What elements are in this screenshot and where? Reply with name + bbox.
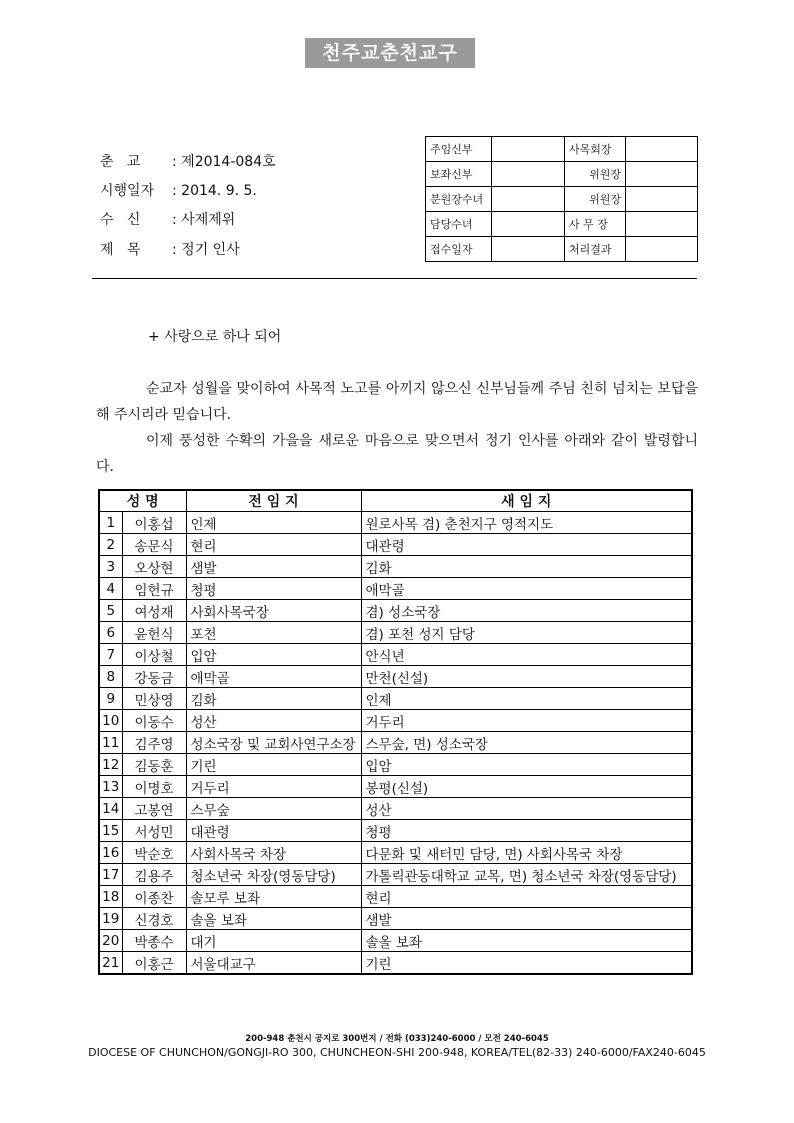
approval-cell: 위원장 xyxy=(565,162,626,187)
approval-cell: 보좌신부 xyxy=(426,162,492,187)
row-number: 19 xyxy=(99,908,122,930)
row-new-post: 만천(신설) xyxy=(361,666,692,688)
row-previous-post: 스무숲 xyxy=(186,798,361,820)
row-new-post: 인제 xyxy=(361,688,692,710)
row-previous-post: 입암 xyxy=(186,644,361,666)
row-new-post: 안식년 xyxy=(361,644,692,666)
table-row xyxy=(99,908,692,930)
header-name: 성 명 xyxy=(99,490,186,512)
row-previous-post: 샘발 xyxy=(186,556,361,578)
row-name: 민상영 xyxy=(122,688,186,710)
row-name: 이명호 xyxy=(122,776,186,798)
row-number: 3 xyxy=(99,556,122,578)
row-name: 여성재 xyxy=(122,600,186,622)
row-previous-post: 사회사목국 차장 xyxy=(186,842,361,864)
row-previous-post: 대기 xyxy=(186,930,361,952)
row-previous-post: 사회사목국장 xyxy=(186,600,361,622)
footer-english-address: DIOCESE OF CHUNCHON/GONGJI-RO 300, CHUNCHEON-SHI 200-948, KOREA/TEL(82-33) 240-6000/FAX240-6045 xyxy=(88,1046,706,1059)
header-new: 새 임 지 xyxy=(361,490,692,512)
row-new-post: 김화 xyxy=(361,556,692,578)
greeting: + 사랑으로 하나 되어 xyxy=(148,329,282,345)
row-number: 8 xyxy=(99,666,122,688)
row-new-post: 가톨릭관동대학교 교목, 면) 청소년국 차장(영동담당) xyxy=(361,864,692,886)
approval-cell xyxy=(492,162,565,187)
approval-cell xyxy=(626,187,698,212)
footer-korean-address: 200-948 춘천시 공지로 300번지 / 전화 (033)240-6000 / 모전 240-6045 xyxy=(245,1034,549,1044)
row-new-post: 다문화 및 새터민 담당, 면) 사회사목국 차장 xyxy=(361,842,692,864)
row-number: 12 xyxy=(99,754,122,776)
approval-cell: 위원장 xyxy=(565,187,626,212)
table-row xyxy=(99,798,692,820)
approval-cell: 담당수녀 xyxy=(426,212,492,237)
row-new-post: 기린 xyxy=(361,952,692,975)
meta-row-subject: 제 목 : 정기 인사 xyxy=(100,239,240,259)
row-previous-post: 대관령 xyxy=(186,820,361,842)
approval-row xyxy=(426,212,698,237)
approval-cell: 분원장수녀 xyxy=(426,187,492,212)
approval-cell xyxy=(626,162,698,187)
table-row xyxy=(99,512,692,534)
table-row xyxy=(99,930,692,952)
row-name: 송문식 xyxy=(122,534,186,556)
table-row xyxy=(99,820,692,842)
approval-row xyxy=(426,237,698,262)
table-header-row xyxy=(99,490,692,512)
table-row xyxy=(99,886,692,908)
row-new-post: 원로사목 겸) 춘천지구 영적지도 xyxy=(361,512,692,534)
approval-cell: 사 무 장 xyxy=(565,212,626,237)
row-name: 임헌규 xyxy=(122,578,186,600)
header-divider xyxy=(92,278,697,279)
meta-value: 제2014-084호 xyxy=(181,154,276,170)
row-previous-post: 청소년국 차장(영동담당) xyxy=(186,864,361,886)
meta-value: 사제제위 xyxy=(181,212,236,228)
row-number: 6 xyxy=(99,622,122,644)
meta-label: 수 신 xyxy=(100,212,141,228)
row-number: 7 xyxy=(99,644,122,666)
table-row xyxy=(99,688,692,710)
row-new-post: 봉평(신설) xyxy=(361,776,692,798)
table-row xyxy=(99,776,692,798)
row-name: 이종찬 xyxy=(122,886,186,908)
row-name: 김동훈 xyxy=(122,754,186,776)
row-new-post: 성산 xyxy=(361,798,692,820)
row-number: 16 xyxy=(99,842,122,864)
row-new-post: 대관령 xyxy=(361,534,692,556)
approval-row xyxy=(426,187,698,212)
row-previous-post: 서울대교구 xyxy=(186,952,361,975)
approval-cell: 사목회장 xyxy=(565,137,626,162)
row-number: 14 xyxy=(99,798,122,820)
paragraph-2: 이제 풍성한 수확의 가을을 새로운 마음으로 맞으면서 정기 인사를 아래와 같이 발령합니다. xyxy=(96,433,698,475)
row-previous-post: 성소국장 및 교회사연구소장 xyxy=(186,732,361,754)
row-previous-post: 애막골 xyxy=(186,666,361,688)
table-row xyxy=(99,622,692,644)
row-new-post: 거두리 xyxy=(361,710,692,732)
assignment-table xyxy=(98,489,693,975)
diocese-title: 천주교춘천교구 xyxy=(305,38,475,68)
approval-cell xyxy=(492,137,565,162)
row-new-post: 솔올 보좌 xyxy=(361,930,692,952)
row-number: 5 xyxy=(99,600,122,622)
row-previous-post: 청평 xyxy=(186,578,361,600)
table-row xyxy=(99,842,692,864)
row-new-post: 겸) 성소국장 xyxy=(361,600,692,622)
approval-cell xyxy=(492,187,565,212)
row-new-post: 애막골 xyxy=(361,578,692,600)
header-previous: 전 임 지 xyxy=(186,490,361,512)
table-row xyxy=(99,578,692,600)
meta-label: 시행일자 xyxy=(100,183,155,199)
approval-cell xyxy=(492,237,565,262)
table-row xyxy=(99,952,692,975)
row-previous-post: 성산 xyxy=(186,710,361,732)
paragraph-1: 순교자 성월을 맞이하여 사목적 노고를 아끼지 않으신 신부님들께 주님 친히 넘치는 보답을 해 주시리라 믿습니다. xyxy=(96,381,698,423)
meta-row-date: 시행일자 : 2014. 9. 5. xyxy=(100,180,257,200)
row-name: 박순호 xyxy=(122,842,186,864)
row-name: 신경호 xyxy=(122,908,186,930)
row-new-post: 현리 xyxy=(361,886,692,908)
meta-label: 제 목 xyxy=(100,242,141,258)
approval-row xyxy=(426,137,698,162)
table-row xyxy=(99,600,692,622)
approval-cell xyxy=(626,137,698,162)
table-row xyxy=(99,754,692,776)
row-number: 10 xyxy=(99,710,122,732)
row-previous-post: 포천 xyxy=(186,622,361,644)
table-row xyxy=(99,644,692,666)
row-name: 서성민 xyxy=(122,820,186,842)
row-number: 9 xyxy=(99,688,122,710)
row-name: 오상현 xyxy=(122,556,186,578)
row-previous-post: 솔모루 보좌 xyxy=(186,886,361,908)
row-number: 4 xyxy=(99,578,122,600)
meta-row-doc-number: 춘 교 : 제2014-084호 xyxy=(100,151,276,171)
table-row xyxy=(99,534,692,556)
row-new-post: 입암 xyxy=(361,754,692,776)
approval-cell: 주임신부 xyxy=(426,137,492,162)
row-name: 강동금 xyxy=(122,666,186,688)
approval-cell xyxy=(626,237,698,262)
row-new-post: 겸) 포천 성지 담당 xyxy=(361,622,692,644)
approval-table xyxy=(425,136,698,262)
approval-cell: 접수일자 xyxy=(426,237,492,262)
row-previous-post: 인제 xyxy=(186,512,361,534)
row-name: 박종수 xyxy=(122,930,186,952)
row-new-post: 스무숲, 면) 성소국장 xyxy=(361,732,692,754)
row-name: 윤헌식 xyxy=(122,622,186,644)
approval-row xyxy=(426,162,698,187)
row-previous-post: 김화 xyxy=(186,688,361,710)
approval-cell: 처리결과 xyxy=(565,237,626,262)
table-row xyxy=(99,556,692,578)
row-previous-post: 기린 xyxy=(186,754,361,776)
approval-cell xyxy=(492,212,565,237)
meta-value: 2014. 9. 5. xyxy=(181,183,257,199)
table-row xyxy=(99,666,692,688)
table-row xyxy=(99,732,692,754)
row-name: 이홍근 xyxy=(122,952,186,975)
row-number: 15 xyxy=(99,820,122,842)
meta-row-recipient: 수 신 : 사제제위 xyxy=(100,209,235,229)
row-name: 이동수 xyxy=(122,710,186,732)
approval-cell xyxy=(626,212,698,237)
row-number: 18 xyxy=(99,886,122,908)
row-previous-post: 솔올 보좌 xyxy=(186,908,361,930)
row-number: 1 xyxy=(99,512,122,534)
meta-label: 춘 교 xyxy=(100,154,141,170)
row-previous-post: 거두리 xyxy=(186,776,361,798)
row-previous-post: 현리 xyxy=(186,534,361,556)
row-number: 13 xyxy=(99,776,122,798)
row-name: 이홍섭 xyxy=(122,512,186,534)
row-name: 김용주 xyxy=(122,864,186,886)
row-number: 17 xyxy=(99,864,122,886)
table-row xyxy=(99,864,692,886)
row-name: 이상철 xyxy=(122,644,186,666)
meta-value: 정기 인사 xyxy=(181,242,240,258)
row-name: 김주영 xyxy=(122,732,186,754)
row-new-post: 샘발 xyxy=(361,908,692,930)
row-name: 고봉연 xyxy=(122,798,186,820)
row-number: 11 xyxy=(99,732,122,754)
row-number: 2 xyxy=(99,534,122,556)
row-number: 20 xyxy=(99,930,122,952)
row-number: 21 xyxy=(99,952,122,975)
row-new-post: 청평 xyxy=(361,820,692,842)
table-row xyxy=(99,710,692,732)
